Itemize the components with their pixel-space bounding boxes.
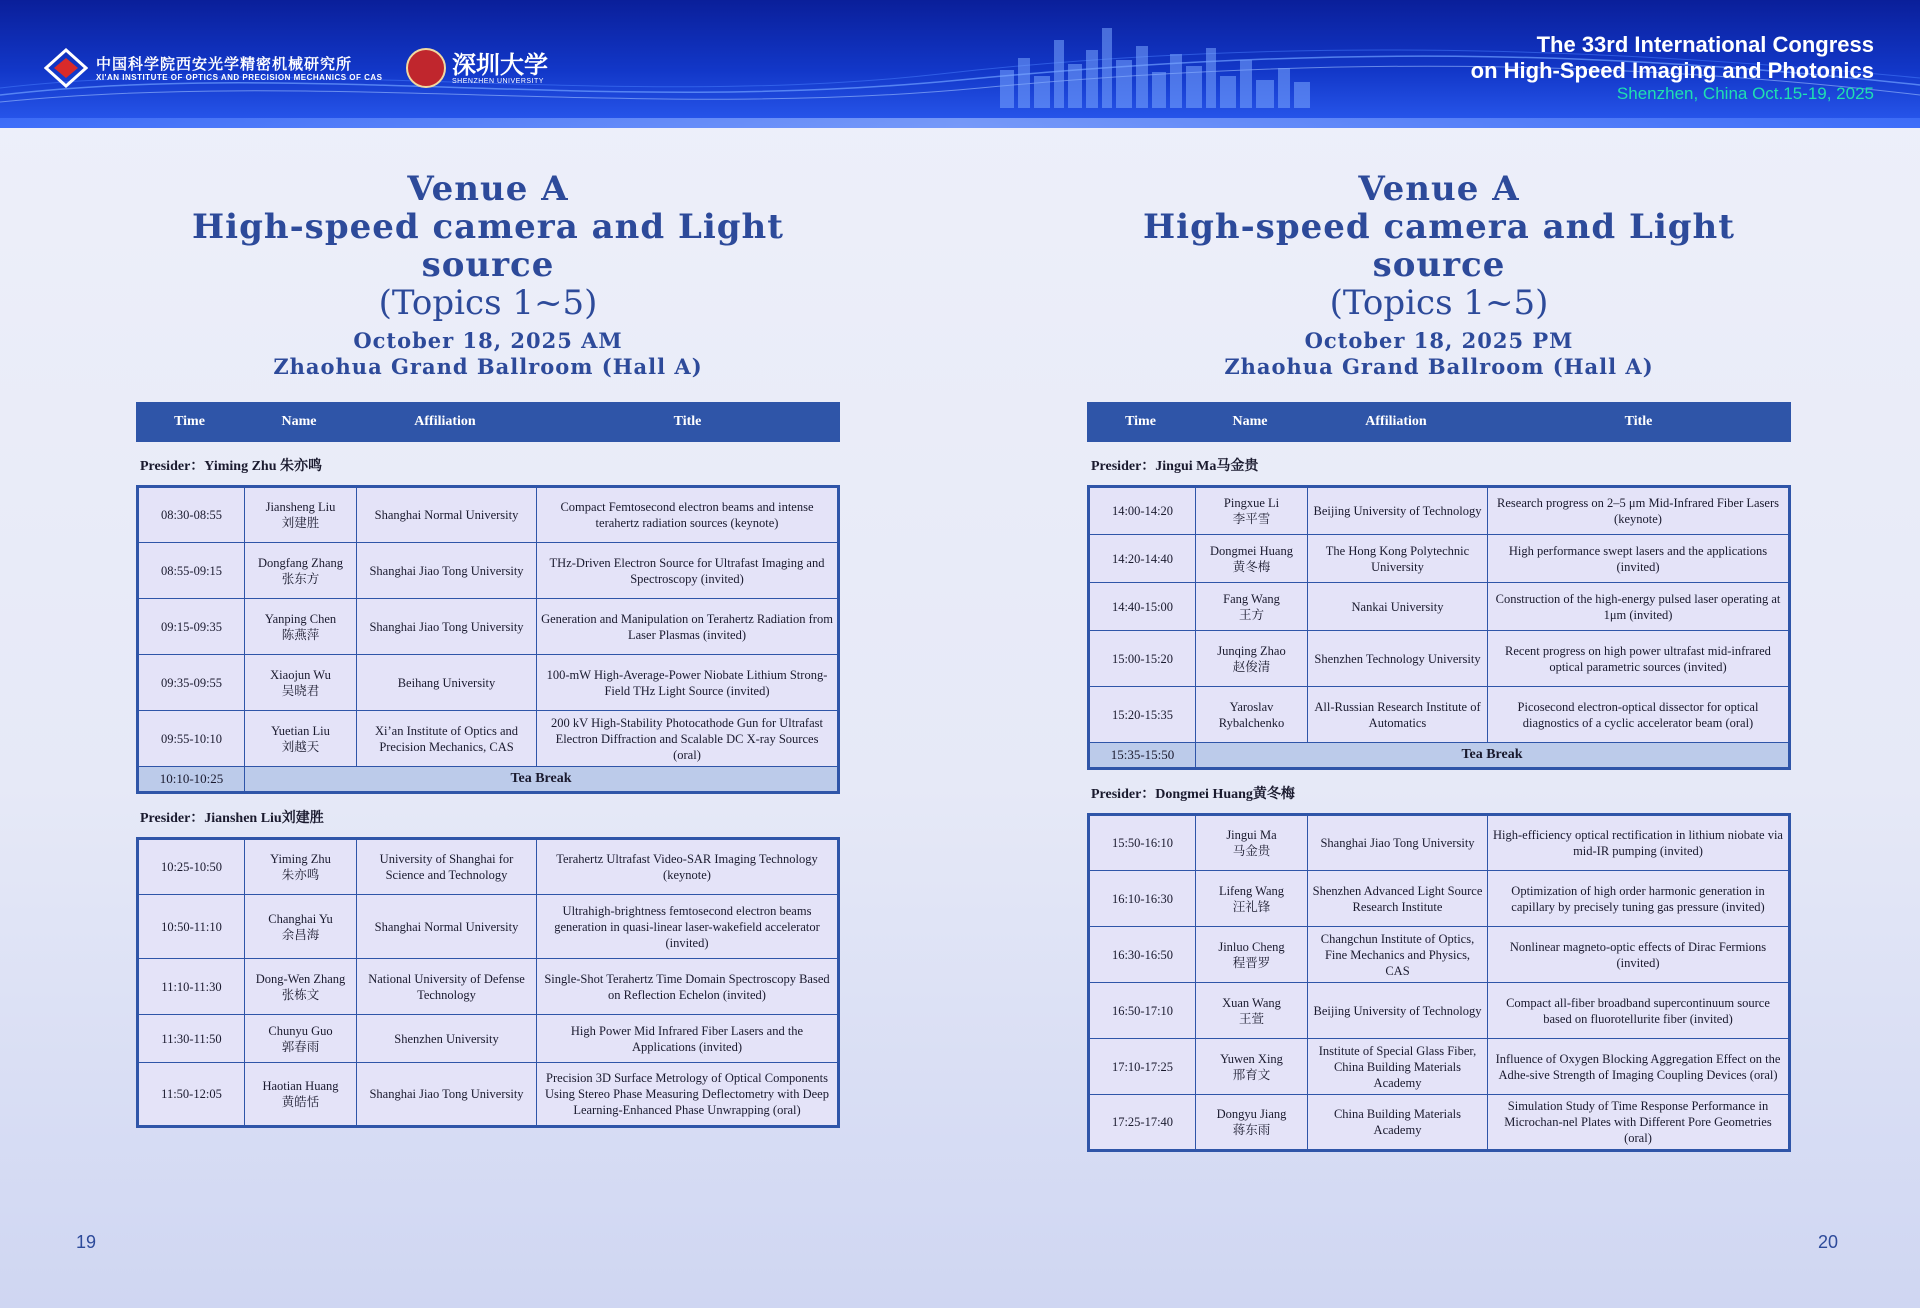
cell-title: Research progress on 2–5 μm Mid-Infrared Fiber Lasers (keynote) xyxy=(1488,487,1790,535)
presider-label: Presider：Jingui Ma马金贵 xyxy=(1091,459,1259,474)
speaker-name-cn: 程晋罗 xyxy=(1232,955,1271,970)
speaker-name-cn: 朱亦鸣 xyxy=(281,868,320,882)
col-time-header: Time xyxy=(174,414,205,429)
table-row xyxy=(1089,583,1790,631)
session-hall: Zhaohua Grand Ballroom (Hall A) xyxy=(273,354,703,379)
speaker-name: Yaroslav Rybalchenko xyxy=(1218,699,1285,730)
table-row xyxy=(1089,487,1790,535)
col-name-header: Name xyxy=(1232,414,1268,429)
cell-affiliation: The Hong Kong Polytechnic University xyxy=(1308,535,1488,583)
cell-affiliation: All-Russian Research Institute of Automatics xyxy=(1308,687,1488,743)
sessions-container xyxy=(1087,455,1791,1152)
cell-title: High Power Mid Infrared Fiber Lasers and the Applications (invited) xyxy=(537,1015,839,1063)
table-row xyxy=(138,543,839,599)
presider-label: Presider：Yiming Zhu 朱亦鸣 xyxy=(140,459,323,474)
col-name-header: Name xyxy=(281,414,317,429)
cell-title: Precision 3D Surface Metrology of Optical Components Using Stereo Phase Measuring Deflectometry with Deep Learning-Enhanced Phase Unwrapping (oral) xyxy=(537,1063,839,1127)
page-number-left: 19 xyxy=(76,1232,97,1252)
cell-affiliation: National University of Defense Technology xyxy=(357,959,537,1015)
cell-time: 17:25-17:40 xyxy=(1089,1095,1196,1151)
cell-name xyxy=(1196,983,1308,1039)
szu-name-cn: 深圳大学 xyxy=(452,49,548,79)
cell-affiliation: Institute of Special Glass Fiber, China Building Materials Academy xyxy=(1308,1039,1488,1095)
cell-time: 11:50-12:05 xyxy=(138,1063,245,1127)
cell-affiliation: Shenzhen Technology University xyxy=(1308,631,1488,687)
cell-time: 10:50-11:10 xyxy=(138,895,245,959)
cell-name xyxy=(245,959,357,1015)
speaker-name-cn: 王方 xyxy=(1238,607,1264,622)
cell-time: 17:10-17:25 xyxy=(1089,1039,1196,1095)
page-number-right: 20 xyxy=(1818,1232,1839,1252)
cell-affiliation: Shenzhen University xyxy=(357,1015,537,1063)
cell-name xyxy=(1196,583,1308,631)
city-skyline-icon xyxy=(990,20,1320,108)
col-affiliation-header: Affiliation xyxy=(1365,414,1427,429)
tea-break-row xyxy=(138,767,839,793)
speaker-name-cn: 张东方 xyxy=(281,571,320,586)
table-row xyxy=(1089,871,1790,927)
cell-title: Compact Femtosecond electron beams and intense terahertz radiation sources (keynote) xyxy=(537,487,839,543)
cell-name xyxy=(1196,535,1308,583)
speaker-name: Jingui Ma xyxy=(1226,828,1277,842)
speaker-name: Junqing Zhao xyxy=(1217,643,1286,658)
speaker-name: Jinluo Cheng xyxy=(1218,939,1285,954)
cell-time: 15:20-15:35 xyxy=(1089,687,1196,743)
cell-name xyxy=(245,1015,357,1063)
cell-time: 14:40-15:00 xyxy=(1089,583,1196,631)
cell-title: Nonlinear magneto-optic effects of Dirac Fermions (invited) xyxy=(1488,927,1790,983)
tea-break-row xyxy=(1089,743,1790,769)
cell-name xyxy=(245,655,357,711)
header-banner xyxy=(0,0,1920,128)
cell-title: 200 kV High-Stability Photocathode Gun for Ultrafast Electron Diffraction and Scalable DC X-ray Sources (oral) xyxy=(537,711,839,767)
speaker-name-cn: 刘建胜 xyxy=(281,516,320,530)
cell-time: 15:35-15:50 xyxy=(1089,743,1196,769)
speaker-name-cn: 陈燕萍 xyxy=(281,627,320,642)
topic-heading: High-speed camera and Light source xyxy=(1143,207,1735,285)
speaker-name: Yiming Zhu xyxy=(270,852,331,866)
speaker-name-cn: 汪礼锋 xyxy=(1232,899,1271,914)
cell-affiliation: Beihang University xyxy=(357,655,537,711)
col-title-header: Title xyxy=(673,414,702,429)
szu-name-en: SHENZHEN UNIVERSITY xyxy=(452,77,544,85)
speaker-name-cn: 马金贵 xyxy=(1232,844,1271,858)
cell-affiliation: Shanghai Jiao Tong University xyxy=(357,1063,537,1127)
cell-time: 15:50-16:10 xyxy=(1089,815,1196,871)
cell-time: 10:25-10:50 xyxy=(138,839,245,895)
speaker-name: Fang Wang xyxy=(1223,591,1280,606)
cell-affiliation: Nankai University xyxy=(1308,583,1488,631)
cell-name xyxy=(1196,487,1308,535)
cell-affiliation: Beijing University of Technology xyxy=(1308,487,1488,535)
schedule-table xyxy=(136,837,840,1128)
cell-affiliation: Shanghai Normal University xyxy=(357,487,537,543)
table-row xyxy=(138,895,839,959)
congress-location-date: Shenzhen, China Oct.15-19, 2025 xyxy=(1616,84,1874,103)
cell-name xyxy=(1196,631,1308,687)
cell-title: Influence of Oxygen Blocking Aggregation Effect on the Adhe-sive Strength of Imaging Coupling Devices (oral) xyxy=(1488,1039,1790,1095)
speaker-name-cn: 邢育文 xyxy=(1232,1067,1271,1082)
table-row xyxy=(1089,1039,1790,1095)
cell-name xyxy=(245,711,357,767)
congress-title-line1: The 33rd International Congress xyxy=(1536,32,1874,57)
speaker-name: Jiansheng Liu xyxy=(265,500,336,514)
table-row xyxy=(1089,631,1790,687)
congress-title xyxy=(1471,32,1874,104)
cell-affiliation: Shanghai Jiao Tong University xyxy=(357,599,537,655)
topics-range: (Topics 1~5) xyxy=(378,283,598,323)
speaker-name: Pingxue Li xyxy=(1223,496,1280,510)
cell-title: Terahertz Ultrafast Video-SAR Imaging Technology (keynote) xyxy=(537,839,839,895)
cell-name xyxy=(245,487,357,543)
congress-title-line2: on High-Speed Imaging and Photonics xyxy=(1470,58,1874,83)
cell-time: 08:55-09:15 xyxy=(138,543,245,599)
cell-name xyxy=(245,543,357,599)
cell-name xyxy=(245,1063,357,1127)
cell-time: 14:00-14:20 xyxy=(1089,487,1196,535)
szu-logo xyxy=(406,48,548,88)
speaker-name: Yuwen Xing xyxy=(1220,1051,1283,1066)
page-right-pm-schedule xyxy=(1087,170,1791,1152)
cell-title: THz-Driven Electron Source for Ultrafast Imaging and Spectroscopy (invited) xyxy=(537,543,839,599)
table-row xyxy=(138,1063,839,1127)
speaker-name: Dongmei Huang xyxy=(1210,543,1293,558)
speaker-name-cn: 张栋文 xyxy=(281,987,320,1002)
speaker-name-cn: 王萱 xyxy=(1238,1011,1264,1026)
schedule-table xyxy=(1087,485,1791,770)
cell-affiliation: Shanghai Jiao Tong University xyxy=(1308,815,1488,871)
speaker-name: Dongfang Zhang xyxy=(257,555,344,570)
schedule-table xyxy=(136,485,840,794)
xiopm-name-cn: 中国科学院西安光学精密机械研究所 xyxy=(96,54,353,73)
xiopm-emblem-icon xyxy=(44,48,88,88)
cell-title: Construction of the high-energy pulsed laser operating at 1μm (invited) xyxy=(1488,583,1790,631)
cell-affiliation: Shenzhen Advanced Light Source Research Institute xyxy=(1308,871,1488,927)
speaker-name: Changhai Yu xyxy=(268,911,333,926)
cell-name xyxy=(245,839,357,895)
cell-affiliation: Xi’an Institute of Optics and Precision Mechanics, CAS xyxy=(357,711,537,767)
speaker-name: Lifeng Wang xyxy=(1218,883,1285,898)
table-row xyxy=(1089,983,1790,1039)
cell-name xyxy=(1196,1095,1308,1151)
tea-break-label: Tea Break xyxy=(245,767,839,793)
cell-name xyxy=(1196,927,1308,983)
cell-name xyxy=(1196,1039,1308,1095)
session-date: October 18, 2025 AM xyxy=(353,328,623,353)
speaker-name-cn: 吴晓君 xyxy=(281,683,320,698)
table-row xyxy=(138,711,839,767)
cell-time: 09:55-10:10 xyxy=(138,711,245,767)
cell-time: 14:20-14:40 xyxy=(1089,535,1196,583)
cell-time: 16:50-17:10 xyxy=(1089,983,1196,1039)
speaker-name-cn: 余昌海 xyxy=(281,927,320,942)
speaker-name-cn: 黄皓恬 xyxy=(281,1095,320,1109)
presider-label: Presider：Dongmei Huang黄冬梅 xyxy=(1091,787,1295,802)
cell-title: 100-mW High-Average-Power Niobate Lithium Strong-Field THz Light Source (invited) xyxy=(537,655,839,711)
col-title-header: Title xyxy=(1624,414,1653,429)
session-date: October 18, 2025 PM xyxy=(1304,328,1574,353)
col-time-header: Time xyxy=(1125,414,1156,429)
speaker-name-cn: 蒋东雨 xyxy=(1232,1123,1271,1137)
speaker-name: Dongyu Jiang xyxy=(1216,1107,1287,1121)
session-hall: Zhaohua Grand Ballroom (Hall A) xyxy=(1224,354,1654,379)
cell-time: 09:15-09:35 xyxy=(138,599,245,655)
presider-label: Presider：Jianshen Liu刘建胜 xyxy=(140,811,324,826)
tea-break-label: Tea Break xyxy=(1196,743,1790,769)
table-row xyxy=(1089,927,1790,983)
cell-title: Ultrahigh-brightness femtosecond electron beams generation in quasi-linear laser-wakefield accelerator (invited) xyxy=(537,895,839,959)
table-row xyxy=(1089,1095,1790,1151)
table-row xyxy=(138,599,839,655)
speaker-name-cn: 刘越天 xyxy=(281,739,320,754)
xiopm-logo xyxy=(44,48,383,88)
speaker-name: Xuan Wang xyxy=(1222,995,1281,1010)
schedule-table xyxy=(1087,813,1791,1152)
table-row xyxy=(1089,535,1790,583)
cell-title: Optimization of high order harmonic generation in capillary by precisely tuning gas pressure (invited) xyxy=(1488,871,1790,927)
cell-affiliation: Shanghai Normal University xyxy=(357,895,537,959)
cell-name xyxy=(245,599,357,655)
cell-title: High-efficiency optical rectification in lithium niobate via mid-IR pumping (invited) xyxy=(1488,815,1790,871)
topics-range: (Topics 1~5) xyxy=(1329,283,1549,323)
cell-title: Recent progress on high power ultrafast mid-infrared optical parametric sources (invited) xyxy=(1488,631,1790,687)
col-affiliation-header: Affiliation xyxy=(414,414,476,429)
cell-affiliation: China Building Materials Academy xyxy=(1308,1095,1488,1151)
table-row xyxy=(138,487,839,543)
table-row xyxy=(138,959,839,1015)
cell-title: Compact all-fiber broadband supercontinuum source based on fluorotellurite fiber (invited) xyxy=(1488,983,1790,1039)
cell-affiliation: Changchun Institute of Optics, Fine Mechanics and Physics, CAS xyxy=(1308,927,1488,983)
cell-title: Picosecond electron-optical dissector for optical diagnostics of a cyclic accelerator beam (oral) xyxy=(1488,687,1790,743)
speaker-name-cn: 黄冬梅 xyxy=(1232,559,1271,574)
speaker-name: Yanping Chen xyxy=(264,611,337,626)
cell-title: Single-Shot Terahertz Time Domain Spectroscopy Based on Reflection Echelon (invited) xyxy=(537,959,839,1015)
table-header xyxy=(136,402,840,442)
venue-heading: Venue A xyxy=(407,169,569,209)
szu-seal-icon xyxy=(406,48,446,88)
cell-time: 11:30-11:50 xyxy=(138,1015,245,1063)
speaker-name-cn: 赵俊清 xyxy=(1232,659,1271,674)
cell-time: 09:35-09:55 xyxy=(138,655,245,711)
cell-time: 10:10-10:25 xyxy=(138,767,245,793)
cell-name xyxy=(245,895,357,959)
cell-name xyxy=(1196,815,1308,871)
cell-affiliation: University of Shanghai for Science and Technology xyxy=(357,839,537,895)
table-row xyxy=(138,839,839,895)
table-row xyxy=(1089,815,1790,871)
sessions-container xyxy=(136,455,840,1128)
speaker-name: Dong-Wen Zhang xyxy=(255,971,346,986)
cell-title: Simulation Study of Time Response Performance in Microchan-nel Plates with Different Pore Geometries (oral) xyxy=(1488,1095,1790,1151)
table-row xyxy=(1089,687,1790,743)
page-left-am-schedule xyxy=(136,170,840,1128)
cell-time: 16:10-16:30 xyxy=(1089,871,1196,927)
cell-name xyxy=(1196,687,1308,743)
cell-time: 16:30-16:50 xyxy=(1089,927,1196,983)
xiopm-name-en: XI'AN INSTITUTE OF OPTICS AND PRECISION MECHANICS OF CAS xyxy=(96,72,383,82)
speaker-name: Yuetian Liu xyxy=(271,723,330,738)
venue-heading: Venue A xyxy=(1358,169,1520,209)
cell-affiliation: Shanghai Jiao Tong University xyxy=(357,543,537,599)
cell-affiliation: Beijing University of Technology xyxy=(1308,983,1488,1039)
cell-time: 15:00-15:20 xyxy=(1089,631,1196,687)
table-row xyxy=(138,1015,839,1063)
table-row xyxy=(138,655,839,711)
cell-time: 08:30-08:55 xyxy=(138,487,245,543)
cell-title: Generation and Manipulation on Terahertz Radiation from Laser Plasmas (invited) xyxy=(537,599,839,655)
speaker-name-cn: 郭春雨 xyxy=(281,1039,320,1054)
table-header xyxy=(1087,402,1791,442)
speaker-name: Haotian Huang xyxy=(262,1079,339,1093)
cell-time: 11:10-11:30 xyxy=(138,959,245,1015)
speaker-name-cn: 李平雪 xyxy=(1232,512,1271,526)
topic-heading: High-speed camera and Light source xyxy=(192,207,784,285)
cell-title: High performance swept lasers and the applications (invited) xyxy=(1488,535,1790,583)
speaker-name: Chunyu Guo xyxy=(268,1023,333,1038)
speaker-name: Xiaojun Wu xyxy=(270,667,331,682)
cell-name xyxy=(1196,871,1308,927)
